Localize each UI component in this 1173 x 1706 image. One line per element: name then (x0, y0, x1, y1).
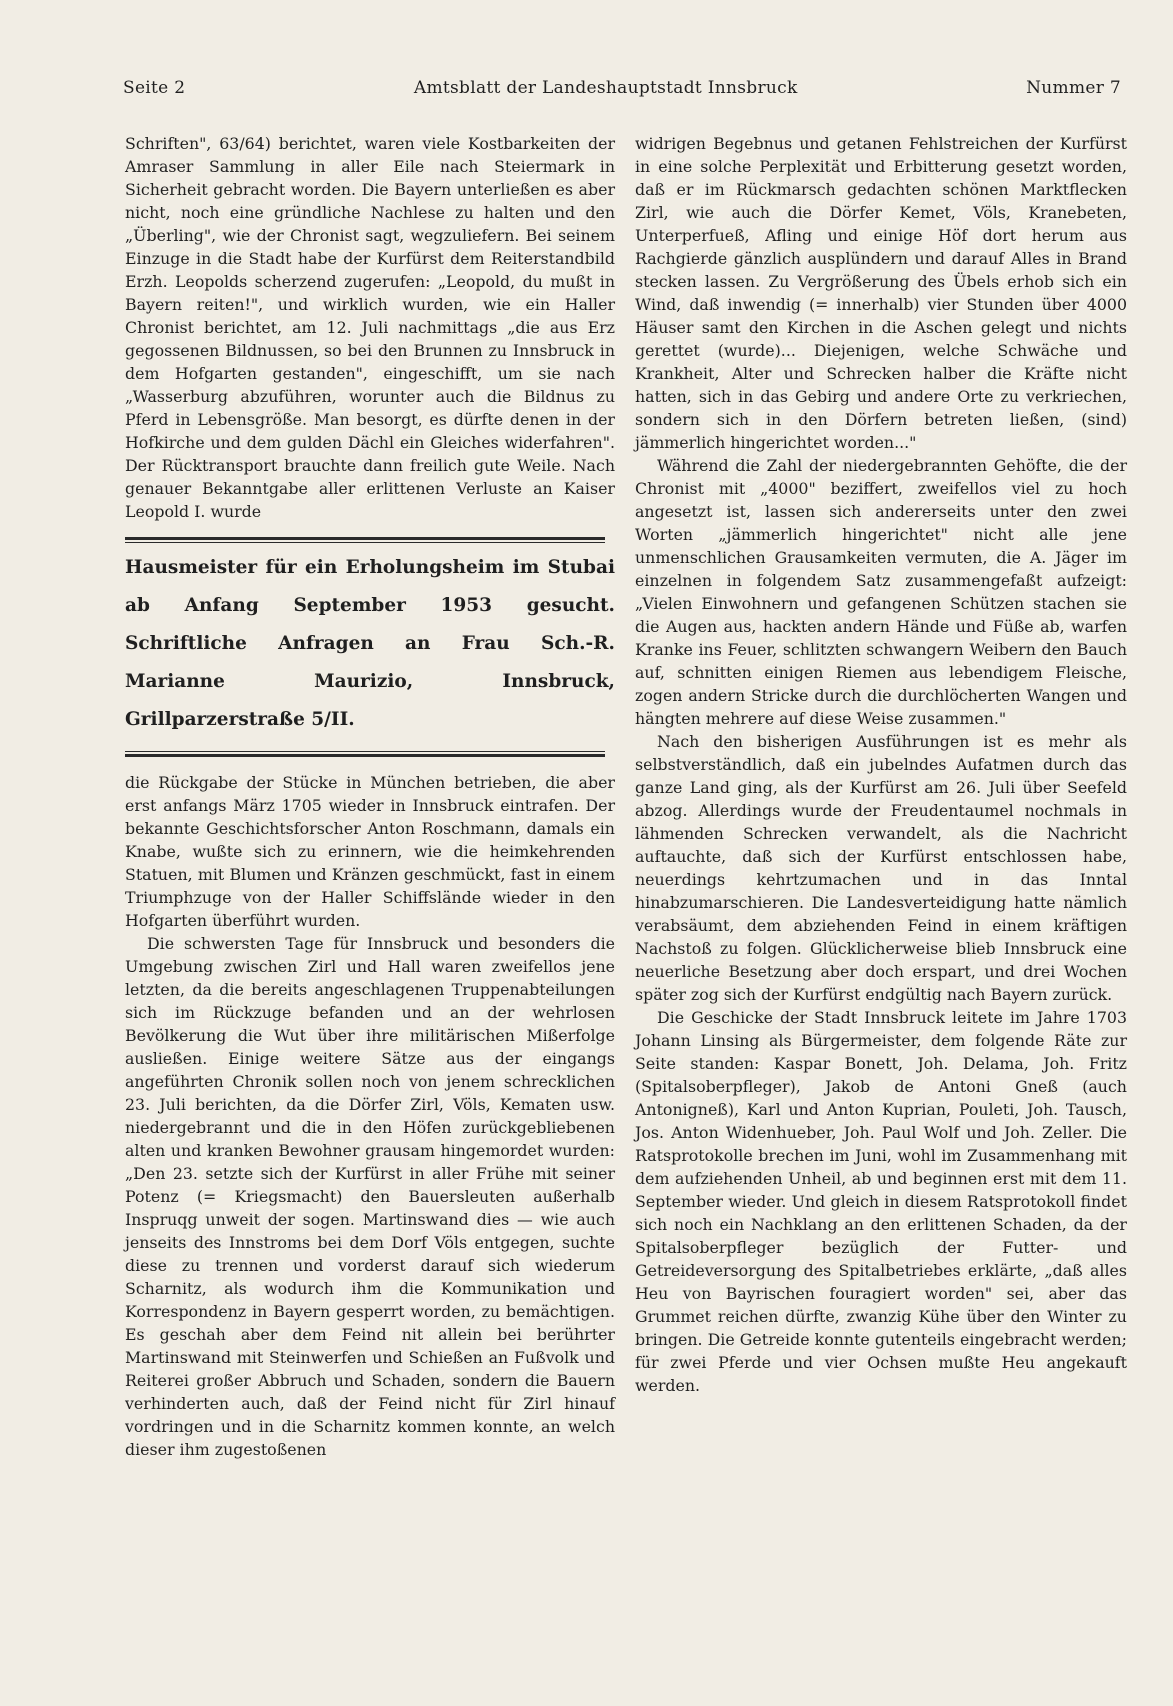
publication-title: Amtsblatt der Landeshauptstadt Innsbruck (413, 78, 798, 98)
left-column (125, 132, 615, 1461)
right-paragraph-2: Während die Zahl der niedergebrannten Gehöfte, die der Chronist mit „4000" beziffert, zweifellos viel zu hoch angesetzt ist, lassen sich andererseits unter den zwei Worten „jämmerlich hingerichtet" nicht alle jene unmenschlichen Grausamkeiten vermuten, die A. Jäger im einzelnen in folgendem Satz zusammengefaßt aufzeigt: „Vielen Einwohnern und gefangenen Schützen stachen sie die Augen aus, hackten andern Hände und Füße ab, warfen Kranke ins Feuer, schlitzten schwangern Weibern den Bauch auf, schnitten einigen Riemen aus lebendigem Fleische, zogen andern Stricke durch die durchlöcherten Wangen und hängten mehrere auf diese Weise zusammen." (635, 456, 1127, 728)
page-number: Seite 2 (123, 78, 186, 98)
right-paragraph-1: widrigen Begebnus und getanen Fehlstreichen der Kurfürst in eine solche Perplexität und Erbitterung gesetzt worden, daß er im Rückmarsch gedachten schönen Marktflecken Zirl, wie auch die Dörfer Kemet, Völs, Kranebeten, Unterperfueß, Afling und einige Höf dort herum aus Rachgierde gänzlich ausplündern und darauf Alles in Brand stecken lassen. Zu Vergrößerung des Übels erhob sich ein Wind, daß inwendig (= innerhalb) vier Stunden über 4000 Häuser samt den Kirchen in die Aschen gelegt und nichts gerettet (wurde)... Diejenigen, welche Schwäche und Krankheit, Alter und Schrecken halber die Kräfte nicht hatten, sich in das Gebirg und andere Orte zu verkriechen, sondern sich in den Dörfern betreten ließen, (sind) jämmerlich hingerichtet worden..." (635, 134, 1127, 452)
right-paragraph-4: Die Geschicke der Stadt Innsbruck leitete im Jahre 1703 Johann Linsing als Bürgermeister, dem folgende Räte zur Seite standen: Kaspar Bonett, Joh. Delama, Joh. Fritz (Spitalsoberpfleger), Jakob de Antoni Gneß (auch Antonigneß), Karl und Anton Kuprian, Pouleti, Joh. Tausch, Jos. Anton Widenhueber, Joh. Paul Wolf und Joh. Zeller. Die Ratsprotokolle brechen im Juni, wohl im Zusammenhang mit dem aufziehenden Unheil, ab und beginnen erst mit dem 11. September wieder. Und gleich in diesem Ratsprotokoll findet sich noch ein Nachklang an den erlittenen Schaden, da der Spitalsoberpfleger bezüglich der Futter- und Getreideversorgung des Spitalbetriebes erklärte, „daß alles Heu von Bayrischen fouragiert worden" sei, aber das Grummet reichen dürfte, zwanzig Kühe über den Winter zu bringen. Die Getreide konnte gutenteils eingebracht werden; für zwei Pferde und vier Ochsen mußte Heu angekauft werden. (635, 1008, 1127, 1395)
left-paragraph-2: die Rückgabe der Stücke in München betrieben, die aber erst anfangs März 1705 wieder in Innsbruck eintrafen. Der bekannte Geschichtsforscher Anton Roschmann, damals ein Knabe, wußte sich zu erinnern, wie die heimkehrenden Statuen, mit Blumen und Kränzen geschmückt, fast in einem Triumphzuge von der Haller Schiffsländе wieder in den Hofgarten überführt wurden. (125, 773, 615, 930)
ad-bottom-rule (125, 751, 605, 757)
ad-top-rule (125, 537, 605, 543)
right-column (635, 132, 1127, 1397)
classified-advertisement: Hausmeister für ein Erholungsheim im Stubai ab Anfang September 1953 gesucht. Schriftliche Anfragen an Frau Sch.-R. Marianne Maurizio, Innsbruck, Grillparzerstraße 5/II. (125, 557, 615, 730)
issue-number: Nummer 7 (1026, 78, 1121, 98)
page-header (123, 78, 1121, 98)
left-paragraph-3: Die schwersten Tage für Innsbruck und besonders die Umgebung zwischen Zirl und Hall waren zweifellos jene letzten, da die bereits angeschlagenen Truppenabteilungen sich im Rückzuge befanden und an der wehrlosen Bevölkerung die Wut über ihre militärischen Mißerfolge ausließen. Einige weitere Sätze aus der eingangs angeführten Chronik sollen noch von jenem schrecklichen 23. Juli berichten, da die Dörfer Zirl, Völs, Kematen usw. niedergebrannt und die in den Höfen zurückgebliebenen alten und kranken Bewohner grausam hingemordet wurden: „Den 23. setzte sich der Kurfürst in aller Frühe mit seiner Potenz (= Kriegsmacht) den Bauersleuten außerhalb Inspruqg unweit der sogen. Martinswand dies — wie auch jenseits des Innstroms bei dem Dorf Völs entgegen, suchte diese zu trennen und vorderst darauf sich wiederum Scharnitz, als wodurch ihm die Kommunikation und Korrespondenz in Bayern gesperrt worden, zu bemächtigen. Es geschah aber dem Feind nit allein bei berührter Martinswand mit Steinwerfen und Schießen an Fußvolk und Reiterei großer Abbruch und Schaden, sondern die Bauern verhinderten auch, daß der Feind nicht für Zirl hinauf vordringen und in die Scharnitz kommen konnte, an welch dieser ihm zugestoßenen (125, 934, 615, 1459)
right-paragraph-3: Nach den bisherigen Ausführungen ist es mehr als selbstverständlich, daß ein jubelndes Aufatmen durch das ganze Land ging, als der Kurfürst am 26. Juli über Seefeld abzog. Allerdings wurde der Freudentaumel nochmals in lähmenden Schrecken verwandelt, als die Nachricht auftauchte, daß sich der Kurfürst entschlossen habe, neuerdings kehrtzumachen und in das Inntal hinabzumarschieren. Die Landesverteidigung hatte nämlich verabsäumt, dem abziehenden Feind in einem kräftigen Nachstoß zu folgen. Glücklicherweise blieb Innsbruck eine neuerliche Besetzung aber doch erspart, und drei Wochen später zog sich der Kurfürst endgültig nach Bayern zurück. (635, 732, 1127, 1004)
left-paragraph-continued: Schriften", 63/64) berichtet, waren viele Kostbarkeiten der Amraser Sammlung in aller Eile nach Steiermark in Sicherheit gebracht worden. Die Bayern unterließen es aber nicht, noch eine gründliche Nachlese zu halten und den „Überling", wie der Chronist sagt, wegzuliefern. Bei seinem Einzuge in die Stadt habe der Kurfürst dem Reiterstandbild Erzh. Leopolds scherzend zugerufen: „Leopold, du mußt in Bayern reiten!", und wirklich wurden, wie ein Haller Chronist berichtet, am 12. Juli nachmittags „die aus Erz gegossenen Bildnussen, so bei den Brunnen zu Innsbruck in dem Hofgarten gestanden", eingeschifft, um sie nach „Wasserburg abzuführen, worunter auch die Bildnus zu Pferd in Lebensgröße. Man besorgt, es dürfte denen in der Hofkirche und dem gulden Dächl ein Gleiches widerfahren". Der Rücktransport brauchte dann freilich gute Weile. Nach genauer Bekanntgabe aller erlittenen Verluste an Kaiser Leopold I. wurde (125, 134, 615, 521)
